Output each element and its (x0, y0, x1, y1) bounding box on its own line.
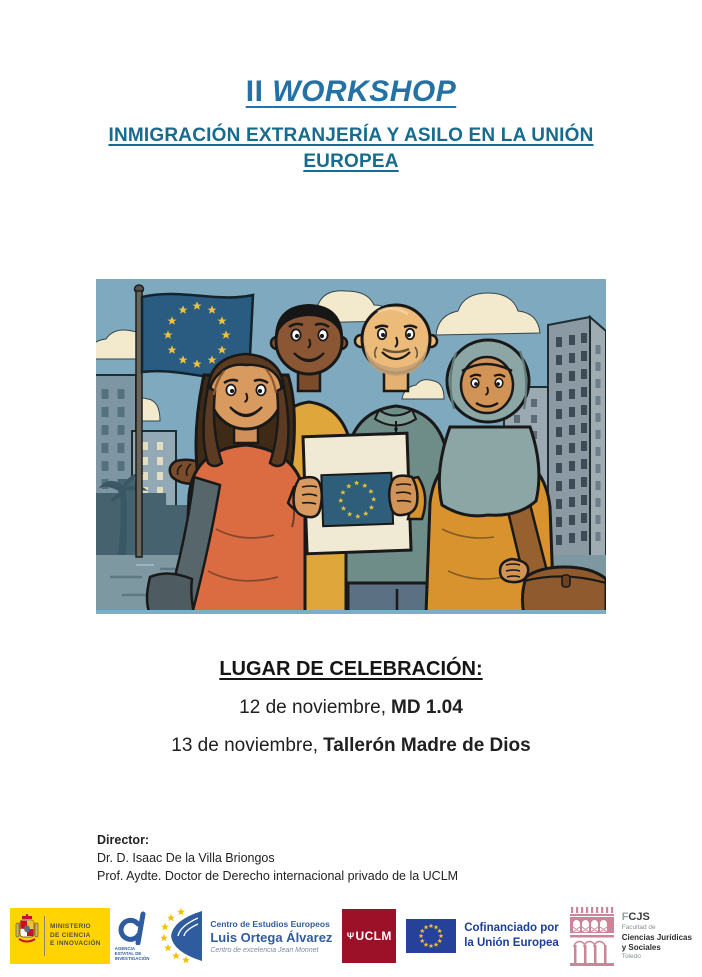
fcjs-acronym (622, 912, 692, 923)
date-1-text: 12 de noviembre, (239, 697, 386, 718)
fcjs-acronym-cjs: CJS (628, 911, 650, 923)
location-section (0, 658, 702, 757)
ministerio-text (50, 923, 101, 949)
subtitle-line1: INMIGRACIÓN EXTRANJERÍA Y ASILO EN LA UNIÓN (108, 125, 594, 146)
date-line-2 (0, 735, 702, 757)
fcjs-text (622, 912, 692, 960)
date-2-room: Tallerón Madre de Dios (323, 735, 531, 756)
title-word: WORKSHOP (272, 75, 457, 108)
poster-subtitle (0, 123, 702, 175)
fcjs-toledo: Toledo (621, 952, 641, 960)
page-title (0, 0, 702, 110)
date-line-1 (0, 697, 702, 719)
eu-cofunded-text (464, 921, 559, 951)
subtitle-line2: EUROPEA (303, 151, 399, 172)
date-2-text: 13 de noviembre, (171, 735, 319, 756)
sponsor-logos-footer (10, 903, 692, 969)
cee-text (210, 919, 332, 954)
logo-centro-estudios-europeos (161, 908, 332, 964)
uclm-label: UCLM (355, 929, 392, 943)
fcjs-sociales: y Sociales (621, 942, 661, 952)
aei-line2: ESTATAL DE (114, 950, 142, 956)
cee-tagline: Centro de excelencia Jean Monnet (210, 946, 319, 954)
ministerio-line1: MINISTERIO (50, 923, 91, 931)
spain-coat-of-arms-icon (15, 913, 39, 959)
aei-line1: AGENCIA (114, 945, 136, 951)
fcjs-ciencias: Ciencias Jurídicas (621, 932, 692, 942)
ministerio-divider (44, 916, 45, 956)
aei-line3: INVESTIGACIÓN (114, 956, 150, 962)
director-label: Director: (97, 833, 150, 847)
eu-line1: Cofinanciado por (464, 922, 559, 934)
logo-fcjs (569, 905, 692, 967)
fcjs-facade-icon (569, 905, 615, 967)
logo-ministerio-ciencia (10, 908, 110, 964)
fcjs-acronym-f: F (621, 911, 629, 923)
aei-e-icon (117, 911, 147, 945)
logo-aei (113, 908, 152, 964)
director-section (97, 831, 702, 885)
aei-text (115, 946, 150, 962)
fcjs-facultad-de: Facultad de (621, 924, 656, 931)
eu-line2: la Unión Europea (464, 937, 559, 949)
director-name: Dr. D. Isaac De la Villa Briongos (97, 851, 275, 865)
cee-title: Centro de Estudios Europeos (210, 918, 330, 929)
date-1-room: MD 1.04 (391, 697, 463, 718)
cee-stars-fan-icon (161, 908, 203, 964)
uclm-symbol-icon: Ψ (346, 931, 355, 941)
title-roman-numeral: II (245, 75, 264, 108)
ministerio-line2: DE CIENCIA (50, 931, 91, 939)
illustration-svg (96, 279, 606, 614)
logo-eu-cofunded (406, 919, 559, 953)
ministerio-line3: E INNOVACIÓN (50, 940, 101, 948)
director-role: Prof. Aydte. Doctor de Derecho internacional privado de la UCLM (97, 869, 459, 883)
workshop-illustration (96, 279, 606, 614)
location-heading: LUGAR DE CELEBRACIÓN: (219, 658, 483, 680)
image-bottom-border (96, 610, 606, 614)
eu-flag-icon (406, 919, 456, 953)
logo-gov-group (10, 908, 151, 964)
logo-uclm (342, 909, 396, 963)
cee-name: Luis Ortega Álvarez (210, 929, 333, 945)
